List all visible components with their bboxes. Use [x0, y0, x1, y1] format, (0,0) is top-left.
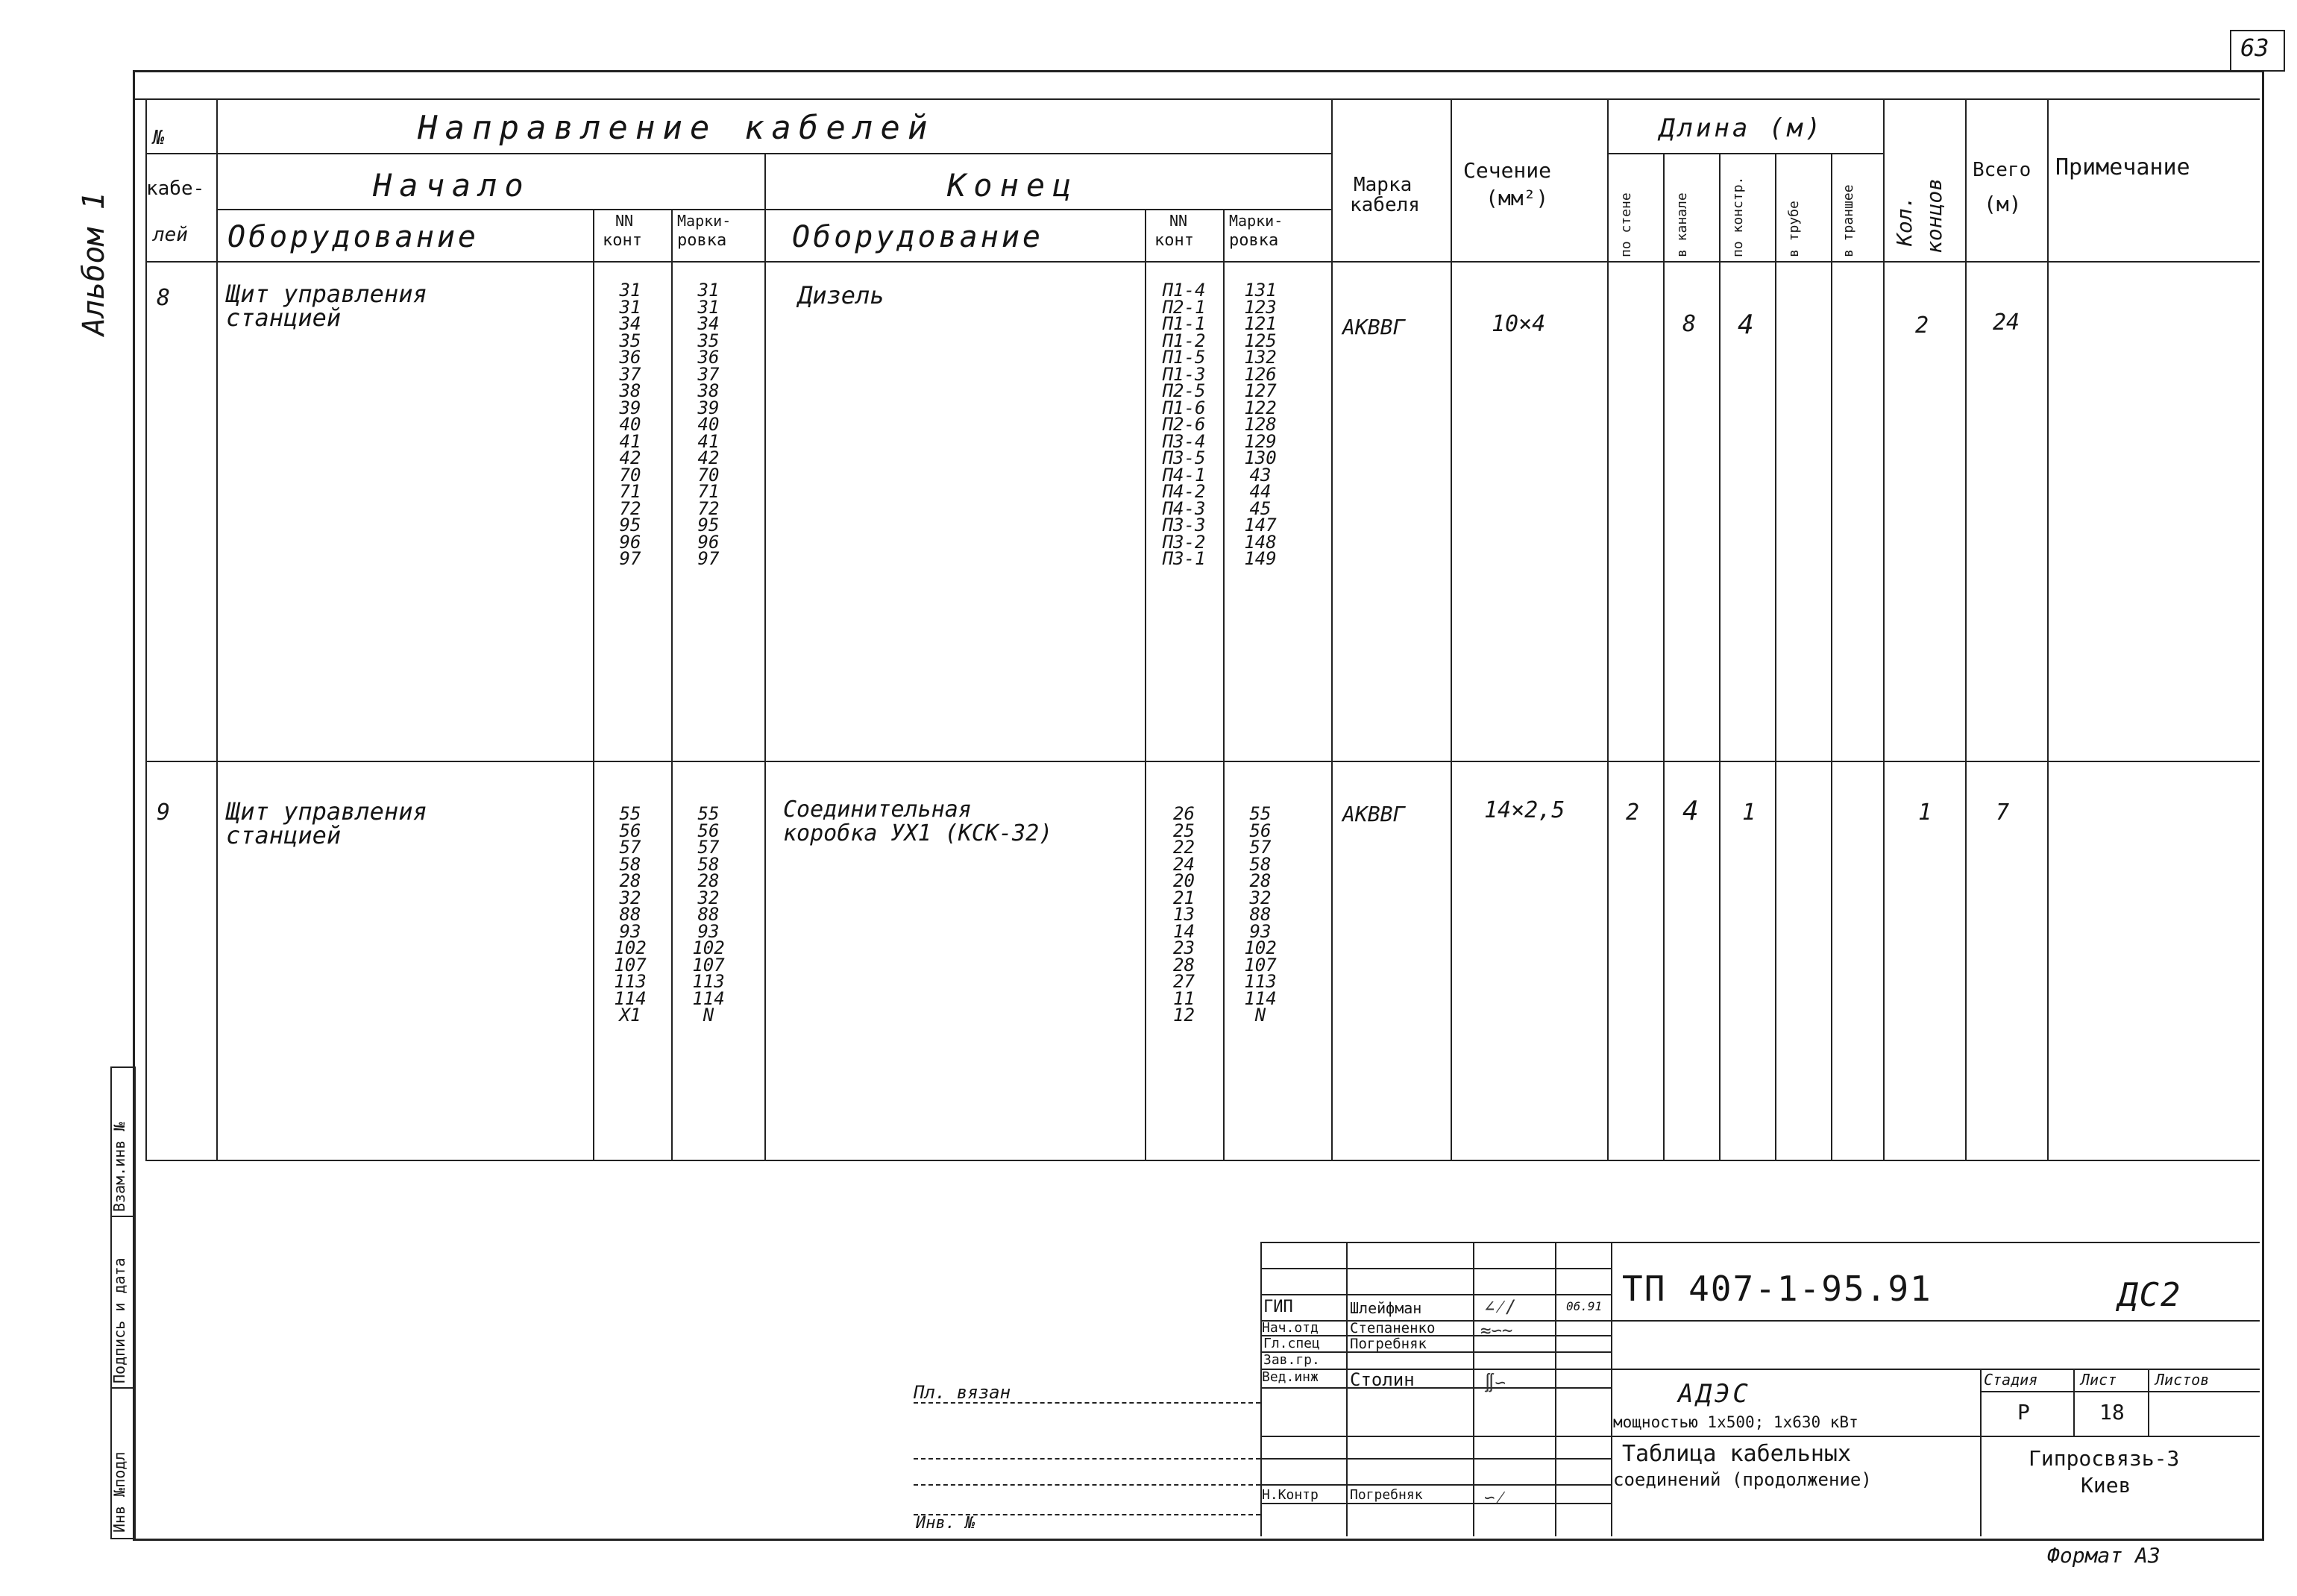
- header-cable-brand-2: кабеля: [1350, 194, 1420, 216]
- sheets-header: Листов: [2155, 1371, 2210, 1389]
- cell-value: 97: [697, 548, 720, 569]
- header-total: Всего: [1973, 159, 2032, 181]
- cell-value: 31: [697, 280, 720, 301]
- row-end-equipment: Соединительная коробка УХ1 (КСК-32): [783, 797, 1053, 846]
- cell-value: 20: [1173, 870, 1195, 891]
- signature-icon: ∬∽: [1484, 1372, 1506, 1393]
- header-start-mark: Марки-: [677, 212, 732, 230]
- cell-value: 58: [1249, 853, 1272, 875]
- stamp-name: Погребняк: [1350, 1336, 1427, 1352]
- cell-value: 40: [697, 414, 720, 435]
- stamp-date: 06.91: [1566, 1299, 1603, 1313]
- cell-value: 93: [697, 920, 720, 942]
- frame-top-line: [133, 98, 2260, 100]
- cell-value: 37: [697, 363, 720, 385]
- header-note: Примечание: [2055, 154, 2190, 180]
- cell-value: 31: [619, 296, 641, 318]
- stamp-role: Нач.отд: [1262, 1320, 1319, 1336]
- row-ends: 2: [1915, 312, 1929, 339]
- row-len-channel: 8: [1682, 311, 1697, 337]
- cell-value: 11: [1173, 987, 1195, 1009]
- cell-value: 107: [1244, 954, 1277, 975]
- row-len-constr: 4: [1738, 310, 1754, 340]
- format-label: Формат А3: [2047, 1543, 2161, 1568]
- cell-value: 26: [1173, 803, 1195, 824]
- cell-value: 147: [1244, 515, 1277, 535]
- cell-value: N: [1254, 1005, 1266, 1025]
- cell-value: 121: [1244, 313, 1277, 334]
- row-cable: АКВВГ: [1342, 315, 1406, 339]
- stamp-name: Шлейфман: [1350, 1299, 1422, 1317]
- header-section: Сечение: [1463, 158, 1552, 183]
- cell-value: 71: [619, 481, 641, 502]
- cell-value: 95: [619, 515, 641, 535]
- cell-value: 130: [1244, 447, 1277, 468]
- header-start: Начало: [373, 167, 531, 204]
- cell-value: 36: [619, 347, 641, 368]
- row-num: 8: [157, 285, 171, 311]
- sheet-header: Лист: [2081, 1371, 2117, 1389]
- cell-value: П4-3: [1162, 497, 1206, 519]
- row-start-marks: [679, 282, 738, 568]
- header-end-nn2: конт: [1154, 231, 1194, 250]
- cell-value: 56: [697, 820, 720, 841]
- len-sub-trench: в траншее: [1841, 184, 1856, 257]
- cell-value: 113: [614, 971, 647, 992]
- row-start-contacts: [600, 282, 660, 568]
- cell-value: 123: [1244, 296, 1277, 318]
- stamp-role: Вед.инж: [1262, 1369, 1319, 1385]
- cell-value: 96: [619, 531, 641, 553]
- header-num-2: кабе-: [146, 177, 205, 200]
- cell-value: П4-1: [1162, 464, 1206, 486]
- linked-label: Пл. вязан: [914, 1382, 1011, 1403]
- cell-value: П1-2: [1162, 330, 1206, 351]
- row-end-marks: [1231, 805, 1290, 1024]
- row-end-equipment: Дизель: [798, 281, 884, 310]
- header-num-3: лей: [153, 224, 188, 246]
- table-title-2: соединений (продолжение): [1613, 1469, 1872, 1490]
- cell-value: 102: [692, 937, 725, 958]
- len-sub-pipe: в трубе: [1786, 201, 1802, 257]
- row-total: 7: [1996, 799, 2010, 826]
- header-start-nn: NN: [615, 212, 634, 230]
- cell-value: П3-1: [1162, 548, 1206, 569]
- cell-value: 131: [1244, 280, 1277, 301]
- cell-value: 70: [697, 464, 720, 486]
- row-section: 14×2,5: [1484, 797, 1565, 823]
- cell-value: 44: [1249, 481, 1272, 502]
- row-len-constr: 1: [1742, 799, 1756, 826]
- cell-value: 72: [697, 497, 720, 519]
- cell-value: 12: [1173, 1005, 1195, 1025]
- cell-value: 56: [619, 820, 641, 841]
- row-num: 9: [157, 799, 171, 826]
- stamp-name: Погребняк: [1350, 1487, 1423, 1503]
- header-cable-brand: Марка: [1354, 174, 1413, 196]
- row-start-contacts: [600, 805, 660, 1024]
- album-label: Альбом 1: [77, 192, 111, 336]
- cell-value: П4-2: [1162, 481, 1206, 502]
- cell-value: 37: [619, 363, 641, 385]
- cell-value: 25: [1173, 820, 1195, 841]
- cell-value: 55: [697, 803, 720, 824]
- page-number: 63: [2240, 34, 2269, 62]
- cell-value: 32: [697, 887, 720, 908]
- cell-value: 57: [619, 837, 641, 858]
- cell-value: 42: [619, 447, 641, 468]
- cell-value: 107: [692, 954, 725, 975]
- header-end-mark2: ровка: [1229, 231, 1279, 250]
- cell-value: 93: [619, 920, 641, 942]
- header-section-2: (мм²): [1486, 186, 1549, 210]
- cell-value: 114: [1244, 987, 1277, 1009]
- row-start-marks: [679, 805, 738, 1024]
- cell-value: 127: [1244, 380, 1277, 401]
- cell-value: 39: [697, 397, 720, 418]
- sheet-code: ДС2: [2118, 1276, 2182, 1314]
- cell-value: 23: [1173, 937, 1195, 958]
- cell-value: 34: [697, 313, 720, 334]
- cell-value: П1-6: [1162, 397, 1206, 418]
- cell-value: 129: [1244, 430, 1277, 452]
- cell-value: 96: [697, 531, 720, 553]
- cell-value: 40: [619, 414, 641, 435]
- cell-value: 43: [1249, 464, 1272, 486]
- row-len-wall: 2: [1626, 799, 1640, 826]
- cell-value: 58: [619, 853, 641, 875]
- cell-value: 125: [1244, 330, 1277, 351]
- cell-value: П1-1: [1162, 313, 1206, 334]
- cell-value: П2-1: [1162, 296, 1206, 318]
- cell-value: 13: [1173, 904, 1195, 925]
- cell-value: 58: [697, 853, 720, 875]
- cell-value: 28: [1249, 870, 1272, 891]
- cell-value: 22: [1173, 837, 1195, 858]
- cell-value: 27: [1173, 971, 1195, 992]
- row-total: 24: [1993, 310, 2020, 336]
- stamp-role: Н.Контр: [1262, 1487, 1319, 1503]
- stamp-name: Степаненко: [1350, 1320, 1436, 1336]
- side-stamp-replace: Взам.инв №: [110, 1122, 128, 1212]
- header-end-nn: NN: [1169, 212, 1188, 230]
- inv-label: Инв. №: [916, 1514, 975, 1533]
- cell-value: 113: [1244, 971, 1277, 992]
- header-end-equipment: Оборудование: [792, 220, 1043, 254]
- row-ends: 1: [1918, 799, 1932, 826]
- cell-value: X1: [619, 1005, 641, 1025]
- cell-value: 35: [619, 330, 641, 351]
- header-direction: Направление кабелей: [418, 109, 935, 147]
- cell-value: 39: [619, 397, 641, 418]
- signature-icon: ∠⁄∕: [1484, 1296, 1517, 1317]
- org-city: Киев: [2081, 1473, 2131, 1498]
- header-ends-2: концов: [1922, 177, 1946, 254]
- cell-value: 42: [697, 447, 720, 468]
- row-end-contacts: [1148, 805, 1219, 1024]
- cell-value: 57: [697, 837, 720, 858]
- cell-value: 41: [619, 430, 641, 452]
- cell-value: 114: [614, 987, 647, 1009]
- cell-value: 122: [1244, 397, 1277, 418]
- cell-value: 128: [1244, 414, 1277, 435]
- stamp-role: ГИП: [1263, 1298, 1293, 1316]
- cell-value: 57: [1249, 837, 1272, 858]
- cell-value: 55: [1249, 803, 1272, 824]
- header-start-equipment: Оборудование: [227, 220, 479, 254]
- stamp-name: Столин: [1350, 1369, 1415, 1390]
- cell-value: 126: [1244, 363, 1277, 385]
- cell-value: 31: [697, 296, 720, 318]
- stamp-role: Зав.гр.: [1263, 1352, 1320, 1368]
- header-end: Конец: [947, 167, 1079, 204]
- cell-value: 31: [619, 280, 641, 301]
- cell-value: 32: [1249, 887, 1272, 908]
- cell-value: 149: [1244, 548, 1277, 569]
- project-title: АДЭС: [1678, 1379, 1751, 1409]
- row-start-equipment: Щит управления станцией: [226, 280, 427, 332]
- cell-value: П2-6: [1162, 414, 1206, 435]
- cell-value: 102: [614, 937, 647, 958]
- header-start-nn2: конт: [603, 231, 642, 250]
- cell-value: П3-5: [1162, 447, 1206, 468]
- signature-icon: ∽⁄: [1484, 1487, 1506, 1508]
- stage-header: Стадия: [1984, 1371, 2038, 1389]
- cell-value: 34: [619, 313, 641, 334]
- cell-value: П1-3: [1162, 363, 1206, 385]
- cell-value: 70: [619, 464, 641, 486]
- side-stamp-sign: Подпись и дата: [110, 1257, 128, 1383]
- cell-value: 114: [692, 987, 725, 1009]
- row-len-channel: 4: [1682, 796, 1699, 826]
- cell-value: N: [703, 1005, 714, 1025]
- cell-value: 38: [697, 380, 720, 401]
- len-sub-channel: в канале: [1674, 192, 1690, 257]
- stamp-role: Гл.спец: [1263, 1336, 1320, 1351]
- cell-value: П2-5: [1162, 380, 1206, 401]
- header-total-2: (м): [1984, 192, 2022, 216]
- cell-value: 71: [697, 481, 720, 502]
- row-start-equipment: Щит управления станцией: [226, 797, 427, 849]
- cell-value: 88: [619, 904, 641, 925]
- stage-value: Р: [2017, 1400, 2030, 1424]
- cell-value: 107: [614, 954, 647, 975]
- header-end-mark: Марки-: [1229, 212, 1283, 230]
- org-name: Гипросвязь-3: [2029, 1446, 2180, 1471]
- header-num: №: [153, 127, 165, 149]
- project-subtitle: мощностью 1х500; 1х630 кВт: [1613, 1413, 1858, 1431]
- cell-value: 21: [1173, 887, 1195, 908]
- signature-icon: ≈∽~: [1480, 1320, 1513, 1341]
- side-stamp-inv: Инв №подл: [110, 1451, 128, 1533]
- doc-code: ТП 407-1-95.91: [1622, 1269, 1932, 1309]
- row-section: 10×4: [1492, 311, 1546, 337]
- cell-value: П1-4: [1162, 280, 1206, 301]
- cell-value: 88: [697, 904, 720, 925]
- cell-value: 14: [1173, 920, 1195, 942]
- len-sub-constr: по констр.: [1730, 176, 1746, 257]
- cell-value: П3-2: [1162, 531, 1206, 553]
- row-end-marks: [1231, 282, 1290, 568]
- cell-value: 93: [1249, 920, 1272, 942]
- cell-value: 41: [697, 430, 720, 452]
- cell-value: 38: [619, 380, 641, 401]
- cell-value: П3-4: [1162, 430, 1206, 452]
- cell-value: 95: [697, 515, 720, 535]
- header-length: Длина (м): [1659, 113, 1824, 143]
- cell-value: 102: [1244, 937, 1277, 958]
- header-ends: Кол.: [1892, 195, 1917, 246]
- cell-value: 148: [1244, 531, 1277, 553]
- cell-value: 36: [697, 347, 720, 368]
- cell-value: 132: [1244, 347, 1277, 368]
- cell-value: 72: [619, 497, 641, 519]
- cell-value: 35: [697, 330, 720, 351]
- sheet-value: 18: [2099, 1400, 2125, 1424]
- cell-value: П1-5: [1162, 347, 1206, 368]
- cell-value: 28: [619, 870, 641, 891]
- row-cable: АКВВГ: [1342, 802, 1406, 826]
- cell-value: 32: [619, 887, 641, 908]
- table-title: Таблица кабельных: [1622, 1441, 1852, 1467]
- cell-value: 55: [619, 803, 641, 824]
- row-end-contacts: [1148, 282, 1219, 568]
- cell-value: 56: [1249, 820, 1272, 841]
- cell-value: 45: [1249, 497, 1272, 519]
- cell-value: 113: [692, 971, 725, 992]
- len-sub-wall: по стене: [1618, 192, 1634, 257]
- cell-value: 28: [697, 870, 720, 891]
- cell-value: 97: [619, 548, 641, 569]
- cell-value: 24: [1173, 853, 1195, 875]
- cell-value: 88: [1249, 904, 1272, 925]
- cell-value: 28: [1173, 954, 1195, 975]
- cell-value: П3-3: [1162, 515, 1206, 535]
- header-start-mark2: ровка: [677, 231, 727, 250]
